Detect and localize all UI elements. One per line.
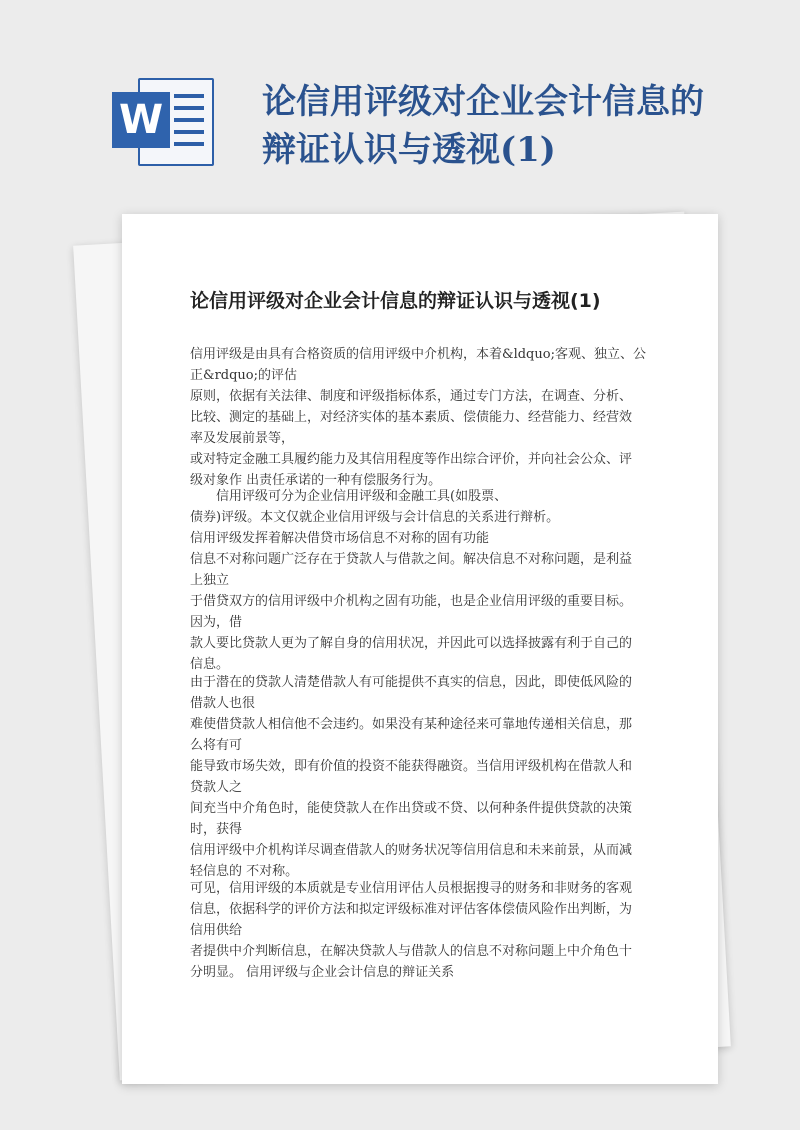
text-line: 原则，依据有关法律、制度和评级指标体系，通过专门方法，在调查、分析、 — [190, 389, 633, 404]
text-line: 上独立 — [190, 573, 230, 588]
document-title: 论信用评级对企业会计信息的辩证认识与透视(1) — [190, 290, 601, 312]
word-document-icon — [112, 78, 214, 162]
text-line: 比较、测定的基础上，对经济实体的基本素质、偿债能力、经营能力、经营效 — [190, 410, 633, 425]
text-line: 么将有可 — [190, 738, 243, 753]
text-line: 时，获得 — [190, 822, 243, 837]
header-title — [262, 78, 782, 174]
text-line: 难使借贷款人相信他不会违约。如果没有某种途径来可靠地传递相关信息，那 — [190, 717, 633, 732]
text-line: 信用评级是由具有合格资质的信用评级中介机构，本着&ldquo;客观、独立、公 — [190, 347, 646, 362]
word-letter-tile: W — [112, 92, 170, 148]
text-line: 轻信息的 不对称。 — [190, 864, 299, 879]
text-line: 级对象作 出责任承诺的一种有偿服务行为。 — [190, 473, 442, 488]
text-line: 信用供给 — [190, 923, 243, 938]
text-line: 可见，信用评级的本质就是专业信用评估人员根据搜寻的财务和非财务的客观 — [190, 881, 633, 896]
text-line: 因为，借 — [190, 615, 243, 630]
text-line: 正&rdquo;的评估 — [190, 368, 298, 383]
text-line: 信息。 — [190, 657, 230, 672]
text-line: 者提供中介判断信息，在解决贷款人与借款人的信息不对称问题上中介角色十 — [190, 944, 633, 959]
text-line: 间充当中介角色时，能使贷款人在作出贷或不贷、以何种条件提供贷款的决策 — [190, 801, 633, 816]
text-line: 信用评级可分为企业信用评级和金融工具(如股票、 — [190, 489, 508, 504]
header-title-line2: 辩证认识与透视(1) — [262, 130, 556, 170]
text-line: 信用评级发挥着解决借贷市场信息不对称的固有功能 — [190, 531, 490, 546]
text-line: 借款人也很 — [190, 696, 256, 711]
text-line: 分明显。 信用评级与企业会计信息的辩证关系 — [190, 965, 455, 980]
text-line: 债券)评级。本文仅就企业信用评级与会计信息的关系进行辩析。 — [190, 510, 560, 525]
header-title-line1: 论信用评级对企业会计信息的 — [262, 82, 704, 122]
text-line: 于借贷双方的信用评级中介机构之固有功能，也是企业信用评级的重要目标。 — [190, 594, 633, 609]
text-line: 由于潜在的贷款人清楚借款人有可能提供不真实的信息，因此，即使低风险的 — [190, 675, 633, 690]
text-line: 率及发展前景等， — [190, 431, 295, 446]
paragraph-4 — [190, 878, 633, 983]
paragraph-3 — [190, 672, 633, 882]
text-line: 信息不对称问题广泛存在于贷款人与借款之间。解决信息不对称问题，是利益 — [190, 552, 633, 567]
paragraph-2 — [190, 486, 633, 675]
text-line: 或对特定金融工具履约能力及其信用程度等作出综合评价，并向社会公众、评 — [190, 452, 633, 467]
paragraph-1 — [190, 344, 646, 491]
text-line: 信息，依据科学的评价方法和拟定评级标准对评估客体偿债风险作出判断，为 — [190, 902, 633, 917]
text-line: 能导致市场失效，即有价值的投资不能获得融资。当信用评级机构在借款人和 — [190, 759, 633, 774]
text-line: 款人要比贷款人更为了解自身的信用状况，并因此可以选择披露有利于自己的 — [190, 636, 633, 651]
text-line: 信用评级中介机构详尽调查借款人的财务状况等信用信息和未来前景，从而减 — [190, 843, 633, 858]
text-line: 贷款人之 — [190, 780, 243, 795]
